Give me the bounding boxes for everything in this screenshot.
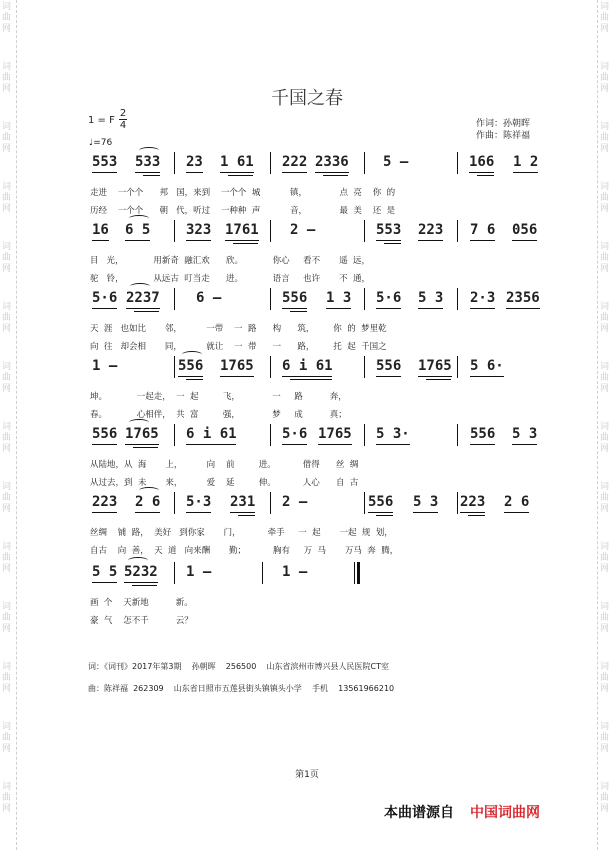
note-group: 5·6: [282, 426, 308, 442]
lyric-line: 从陆地，从 海 上， 向 前 进。 借得 丝 绸: [90, 460, 359, 470]
beam-line: [135, 512, 160, 513]
note-group: 223: [418, 222, 444, 238]
note-group: 556: [470, 426, 496, 442]
beam-line: [513, 172, 538, 173]
beam-line: [512, 444, 537, 445]
source-credit: [384, 802, 540, 822]
note-group: 2 6: [135, 494, 161, 510]
watermark-text: 词曲网: [600, 362, 610, 394]
note-group: 556: [376, 358, 402, 374]
note-group: 5 3: [413, 494, 439, 510]
lyric-line: 从过去，到 未 来， 爱 延 伸。 人心 自 古: [90, 478, 359, 488]
note-group: 16: [92, 222, 109, 238]
watermark-text: 词曲网: [2, 302, 12, 334]
beam-line: [418, 308, 443, 309]
beam-line: [376, 308, 401, 309]
source-label: 本曲谱源自: [384, 805, 454, 821]
slur: [139, 147, 159, 154]
beam-line: [512, 240, 537, 241]
note-group: 5·3: [186, 494, 212, 510]
watermark-text: 词曲网: [600, 542, 610, 574]
watermark-text: 词曲网: [600, 122, 610, 154]
beam-line: [230, 512, 255, 513]
beam-line-secondary: [133, 447, 158, 448]
barline: [174, 152, 175, 174]
note-group: 556: [178, 358, 204, 374]
beam-line-secondary: [477, 175, 494, 176]
beam-line-secondary: [468, 515, 485, 516]
barline: [457, 152, 458, 174]
beam-line-secondary: [143, 175, 160, 176]
note-group: 5 3·: [376, 426, 410, 442]
note-group: 6 5: [125, 222, 151, 238]
watermark-text: 词曲网: [600, 482, 610, 514]
beam-line: [282, 376, 332, 377]
watermark-text: 词曲网: [600, 62, 610, 94]
beam-line: [315, 172, 349, 173]
beam-line-secondary: [376, 515, 393, 516]
note-group: 1 –: [186, 564, 212, 580]
beam-line-secondary: [228, 175, 253, 176]
note-group: 6 i 61: [186, 426, 237, 442]
note-group: 1765: [418, 358, 452, 374]
note-group: 2237: [126, 290, 160, 306]
note-group: 553: [376, 222, 402, 238]
time-signature-top: 2: [119, 108, 127, 119]
slur: [182, 351, 202, 358]
beam-line-secondary: [134, 311, 159, 312]
note-group: 2 –: [282, 494, 308, 510]
watermark-text: 词曲网: [2, 122, 12, 154]
beam-line: [470, 240, 495, 241]
tempo-marking: ♩=76: [89, 138, 113, 148]
final-barline-thick: [357, 562, 360, 584]
beam-line: [282, 444, 307, 445]
composer-credit: 作曲：陈祥福: [476, 131, 531, 141]
watermark-text: 词曲网: [2, 602, 12, 634]
barline: [364, 288, 365, 310]
beam-line-secondary: [323, 175, 348, 176]
barline: [364, 492, 365, 514]
beam-line: [326, 308, 351, 309]
beam-line: [376, 376, 401, 377]
beam-line: [92, 582, 117, 583]
watermark-text: 词曲网: [2, 182, 12, 214]
beam-line: [225, 240, 259, 241]
barline: [270, 492, 271, 514]
beam-line: [124, 582, 158, 583]
beam-line: [418, 240, 443, 241]
barline: [262, 562, 263, 584]
watermark-text: 词曲网: [2, 242, 12, 274]
lyricist-info: 词：《词刊》2017年第3期 孙朝晖 256500 山东省滨州市博兴县人民医院CT室: [88, 662, 389, 671]
barline: [364, 356, 365, 378]
beam-line: [504, 512, 529, 513]
beam-line: [506, 308, 540, 309]
watermark-text: 词曲网: [600, 2, 610, 34]
lyric-line: 丝绸 铺 路， 美好 到你家 门， 牵手 一 起 一起 规 划，: [90, 528, 393, 538]
note-group: 533: [135, 154, 161, 170]
lyric-line: 向 往 却会相 同， 就让 一 带 一 路， 托 起 千国之: [90, 342, 387, 352]
barline: [174, 424, 175, 446]
lyric-line: 豪 气 怎不千 云？: [90, 616, 193, 626]
lyric-line: 春。 心相伴， 共 富 强， 梦 成 真；: [90, 410, 347, 420]
barline: [174, 220, 175, 242]
source-brand[interactable]: 中国词曲网: [470, 805, 540, 821]
note-group: 7 6: [470, 222, 496, 238]
beam-line-secondary: [238, 515, 255, 516]
barline: [364, 152, 365, 174]
barline: [270, 356, 271, 378]
barline: [457, 356, 458, 378]
barline: [364, 220, 365, 242]
lyric-line: 自古 向 善， 天 道 向来酬 勤； 胸有 万 马 万马 奔 腾，: [90, 546, 399, 556]
beam-line-secondary: [290, 311, 307, 312]
note-group: 1765: [125, 426, 159, 442]
watermark-text: 词曲网: [2, 542, 12, 574]
barline: [457, 220, 458, 242]
slur: [128, 557, 148, 564]
beam-line: [135, 172, 160, 173]
note-group: 2 6: [504, 494, 530, 510]
beam-line: [470, 308, 495, 309]
note-group: 1 3: [326, 290, 352, 306]
barline: [457, 424, 458, 446]
beam-line: [92, 512, 117, 513]
watermark-text: 词曲网: [2, 662, 12, 694]
watermark-text: 词曲网: [2, 2, 12, 34]
beam-line: [186, 512, 211, 513]
barline: [270, 288, 271, 310]
note-group: 5·6: [376, 290, 402, 306]
barline: [174, 562, 175, 584]
watermark-text: 词曲网: [2, 62, 12, 94]
beam-line: [186, 240, 211, 241]
beam-line: [126, 308, 160, 309]
lyric-line: 历经 一个个 朝 代，听过 一种种 声 音， 最 美 还 是: [90, 206, 396, 216]
note-group: 1761: [225, 222, 259, 238]
lyric-line: 画 个 天新地 新。: [90, 598, 193, 608]
note-group: 5232: [124, 564, 158, 580]
beam-line-secondary: [290, 379, 332, 380]
watermark-text: 词曲网: [600, 182, 610, 214]
watermark-text: 词曲网: [2, 722, 12, 754]
watermark-text: 词曲网: [600, 662, 610, 694]
note-group: 222: [282, 154, 308, 170]
final-barline-thin: [354, 562, 355, 584]
barline: [457, 492, 458, 514]
barline: [174, 288, 175, 310]
note-group: 5 –: [383, 154, 409, 170]
barline: [457, 288, 458, 310]
watermark-text: 词曲网: [600, 302, 610, 334]
composer-info: 曲：陈祥福 262309 山东省日照市五莲县街头镇镇头小学 手机 13561966210: [88, 684, 395, 693]
beam-line: [318, 444, 352, 445]
slur: [129, 215, 149, 222]
note-group: 1 –: [282, 564, 308, 580]
note-group: 5 3: [512, 426, 538, 442]
note-group: 1 2: [513, 154, 539, 170]
watermark-text: 词曲网: [2, 482, 12, 514]
page-number: 第1页: [295, 770, 319, 780]
note-group: 323: [186, 222, 212, 238]
barline: [364, 424, 365, 446]
watermark-text: 词曲网: [2, 422, 12, 454]
slur: [129, 419, 149, 426]
note-group: 223: [460, 494, 486, 510]
note-group: 556: [92, 426, 118, 442]
watermark-text: 词曲网: [600, 722, 610, 754]
note-group: 2336: [315, 154, 349, 170]
beam-line-secondary: [384, 243, 401, 244]
note-group: 1 61: [220, 154, 254, 170]
beam-line: [220, 376, 254, 377]
lyric-line: 目 光， 用新奇 融汇欢 欣。 你心 看不 遥 远，: [90, 256, 370, 266]
beam-line: [282, 172, 307, 173]
note-group: 231: [230, 494, 256, 510]
watermark-text: 词曲网: [2, 362, 12, 394]
note-group: 2 –: [290, 222, 316, 238]
note-group: 6 i 61: [282, 358, 333, 374]
note-group: 166: [469, 154, 495, 170]
beam-line-secondary: [186, 379, 203, 380]
song-title: 千国之春: [271, 88, 343, 109]
beam-line: [125, 444, 159, 445]
note-group: 6 –: [196, 290, 222, 306]
beam-line: [125, 240, 150, 241]
watermark-text: 词曲网: [600, 782, 610, 814]
note-group: 5 6·: [470, 358, 504, 374]
note-group: 553: [92, 154, 118, 170]
note-group: 056: [512, 222, 538, 238]
barline: [270, 220, 271, 242]
beam-line: [282, 308, 307, 309]
slur: [130, 283, 150, 290]
slur: [139, 487, 159, 494]
lyric-line: 驼 铃， 从远古 叮当走 进。 语言 也许 不 通，: [90, 274, 370, 284]
beam-line: [92, 172, 117, 173]
note-group: 1765: [318, 426, 352, 442]
watermark-text: 词曲网: [600, 242, 610, 274]
beam-line: [470, 444, 495, 445]
beam-line: [178, 376, 203, 377]
beam-line: [92, 308, 117, 309]
note-group: 556: [368, 494, 394, 510]
beam-line: [418, 376, 452, 377]
beam-line: [376, 444, 410, 445]
time-signature: [119, 108, 127, 131]
note-group: 23: [186, 154, 203, 170]
watermark-text: 词曲网: [600, 602, 610, 634]
note-group: 5 5: [92, 564, 118, 580]
beam-line: [220, 172, 254, 173]
barline: [270, 152, 271, 174]
barline: [270, 424, 271, 446]
beam-line: [92, 240, 109, 241]
beam-line: [92, 444, 117, 445]
beam-line-secondary: [132, 585, 157, 586]
beam-line: [469, 172, 494, 173]
note-group: 2356: [506, 290, 540, 306]
lyric-line: 走进 一个个 邦 国，来到 一个个 城 镇， 点 亮 你 的: [90, 188, 396, 198]
note-group: 223: [92, 494, 118, 510]
barline: [174, 356, 175, 378]
lyric-line: 坤。 一起走， 一 起 飞， 一 路 奔，: [90, 392, 347, 402]
beam-line-secondary: [233, 243, 258, 244]
beam-line: [186, 172, 203, 173]
lyricist-credit: 作词：孙朝晖: [476, 119, 531, 129]
note-group: 5·6: [92, 290, 118, 306]
watermark-text: 词曲网: [2, 782, 12, 814]
watermark-text: 词曲网: [600, 422, 610, 454]
beam-line: [470, 376, 504, 377]
note-group: 5 3: [418, 290, 444, 306]
right-watermark-column: [597, 0, 614, 850]
note-group: 1765: [220, 358, 254, 374]
lyric-line: 天 涯 也如比 邻， 一带 一 路 构 筑， 你 的 梦里乾: [90, 324, 387, 334]
note-group: 2·3: [470, 290, 496, 306]
beam-line: [460, 512, 485, 513]
barline: [174, 492, 175, 514]
note-group: 556: [282, 290, 308, 306]
beam-line: [186, 444, 236, 445]
beam-line-secondary: [426, 379, 451, 380]
beam-line: [376, 240, 401, 241]
time-signature-bottom: 4: [119, 120, 127, 131]
left-watermark-column: [0, 0, 17, 850]
beam-line: [368, 512, 393, 513]
beam-line: [413, 512, 438, 513]
note-group: 1 –: [92, 358, 118, 374]
key-signature: 1 = F: [88, 115, 115, 126]
